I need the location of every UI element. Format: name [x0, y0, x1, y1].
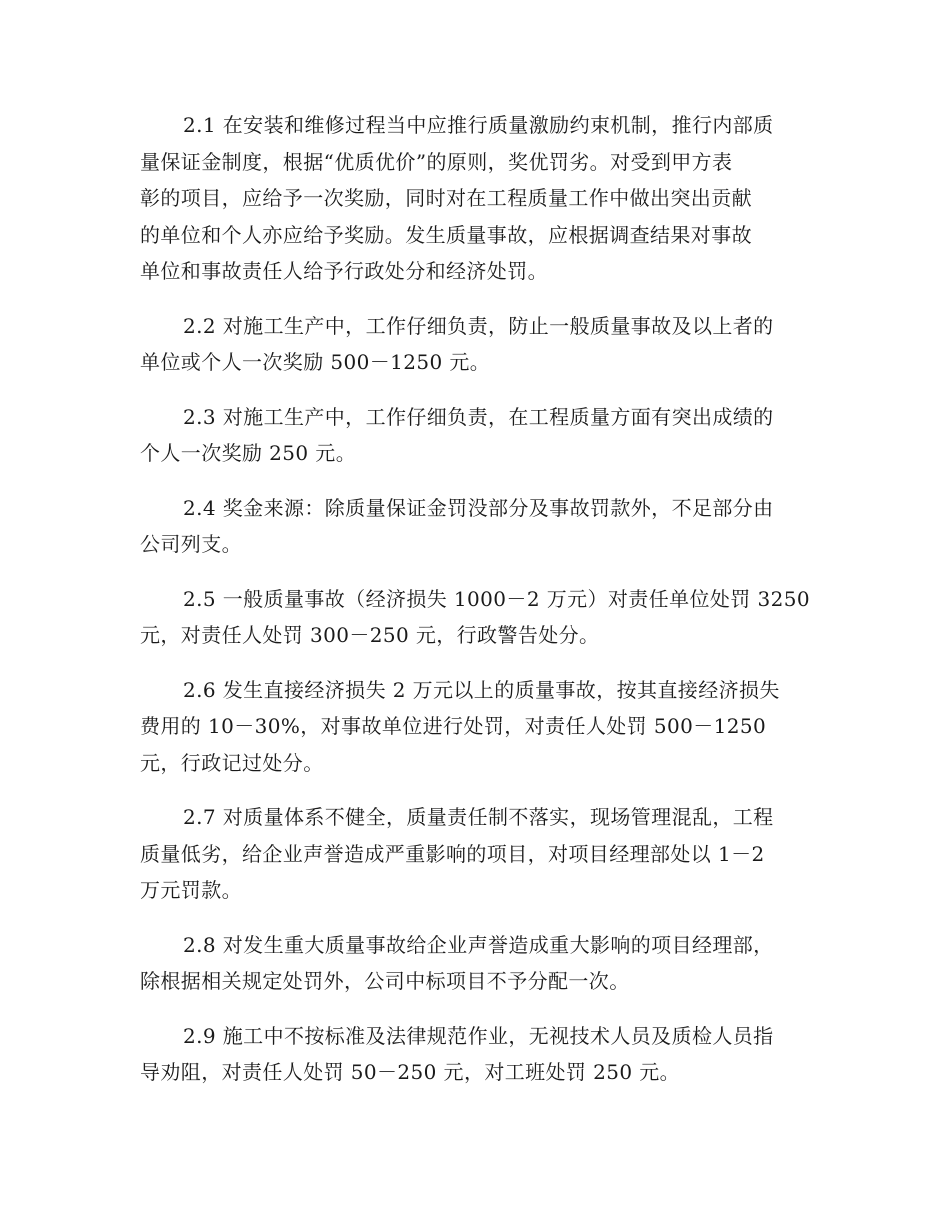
paragraph-line: 元，对责任人处罚 300－250 元，行政警告处分。 [140, 623, 600, 647]
paragraph-line: 的单位和个人亦应给予奖励。发生质量事故，应根据调查结果对事故 [140, 222, 752, 247]
paragraph-2-6 [140, 672, 820, 782]
paragraph-line: 单位和事故责任人给予行政处分和经济处罚。 [140, 259, 548, 283]
paragraph-line: 除根据相关规定处罚外，公司中标项目不予分配一次。 [140, 969, 630, 993]
paragraph-line: 2.8 对发生重大质量事故给企业声誉造成重大影响的项目经理部， [183, 932, 774, 957]
paragraph-line: 2.2 对施工生产中，工作仔细负责，防止一般质量事故及以上者的 [183, 313, 774, 338]
paragraph-2-1 [140, 107, 820, 290]
paragraph-line: 量保证金制度，根据“优质优价”的原则，奖优罚劣。对受到甲方表 [140, 149, 733, 174]
paragraph-line: 单位或个人一次奖励 500－1250 元。 [140, 350, 491, 374]
paragraph-line: 公司列支。 [140, 532, 242, 556]
paragraph-2-2 [140, 308, 820, 381]
paragraph-line: 2.9 施工中不按标准及法律规范作业，无视技术人员及质检人员指 [183, 1023, 774, 1048]
paragraph-2-3 [140, 399, 820, 472]
paragraph-line: 彰的项目，应给予一次奖励，同时对在工程质量工作中做出突出贡献 [140, 186, 752, 210]
paragraph-line: 2.5 一般质量事故（经济损失 1000－2 万元）对责任单位处罚 3250 [183, 586, 810, 611]
paragraph-2-8 [140, 927, 820, 1000]
paragraph-line: 2.6 发生直接经济损失 2 万元以上的质量事故，按其直接经济损失 [183, 677, 780, 702]
paragraph-line: 2.4 奖金来源：除质量保证金罚没部分及事故罚款外，不足部分由 [183, 495, 774, 520]
paragraph-2-9 [140, 1018, 820, 1091]
paragraph-line: 个人一次奖励 250 元。 [140, 441, 357, 465]
paragraph-line: 导劝阻，对责任人处罚 50－250 元，对工班处罚 250 元。 [140, 1060, 681, 1084]
paragraph-line: 2.7 对质量体系不健全，质量责任制不落实，现场管理混乱，工程 [183, 805, 774, 829]
paragraph-line: 2.1 在安装和维修过程当中应推行质量激励约束机制，推行内部质 [183, 113, 774, 137]
paragraph-2-4 [140, 490, 820, 563]
paragraph-line: 2.3 对施工生产中，工作仔细负责，在工程质量方面有突出成绩的 [183, 404, 774, 429]
paragraph-2-5 [140, 581, 820, 654]
paragraph-line: 费用的 10－30%，对事故单位进行处罚，对责任人处罚 500－1250 [140, 714, 767, 738]
paragraph-line: 万元罚款。 [140, 878, 242, 902]
paragraph-line: 质量低劣，给企业声誉造成严重影响的项目，对项目经理部处以 1－2 [140, 841, 765, 866]
document-page [140, 107, 820, 1109]
paragraph-line: 元，行政记过处分。 [140, 750, 324, 775]
paragraph-2-7 [140, 799, 820, 909]
